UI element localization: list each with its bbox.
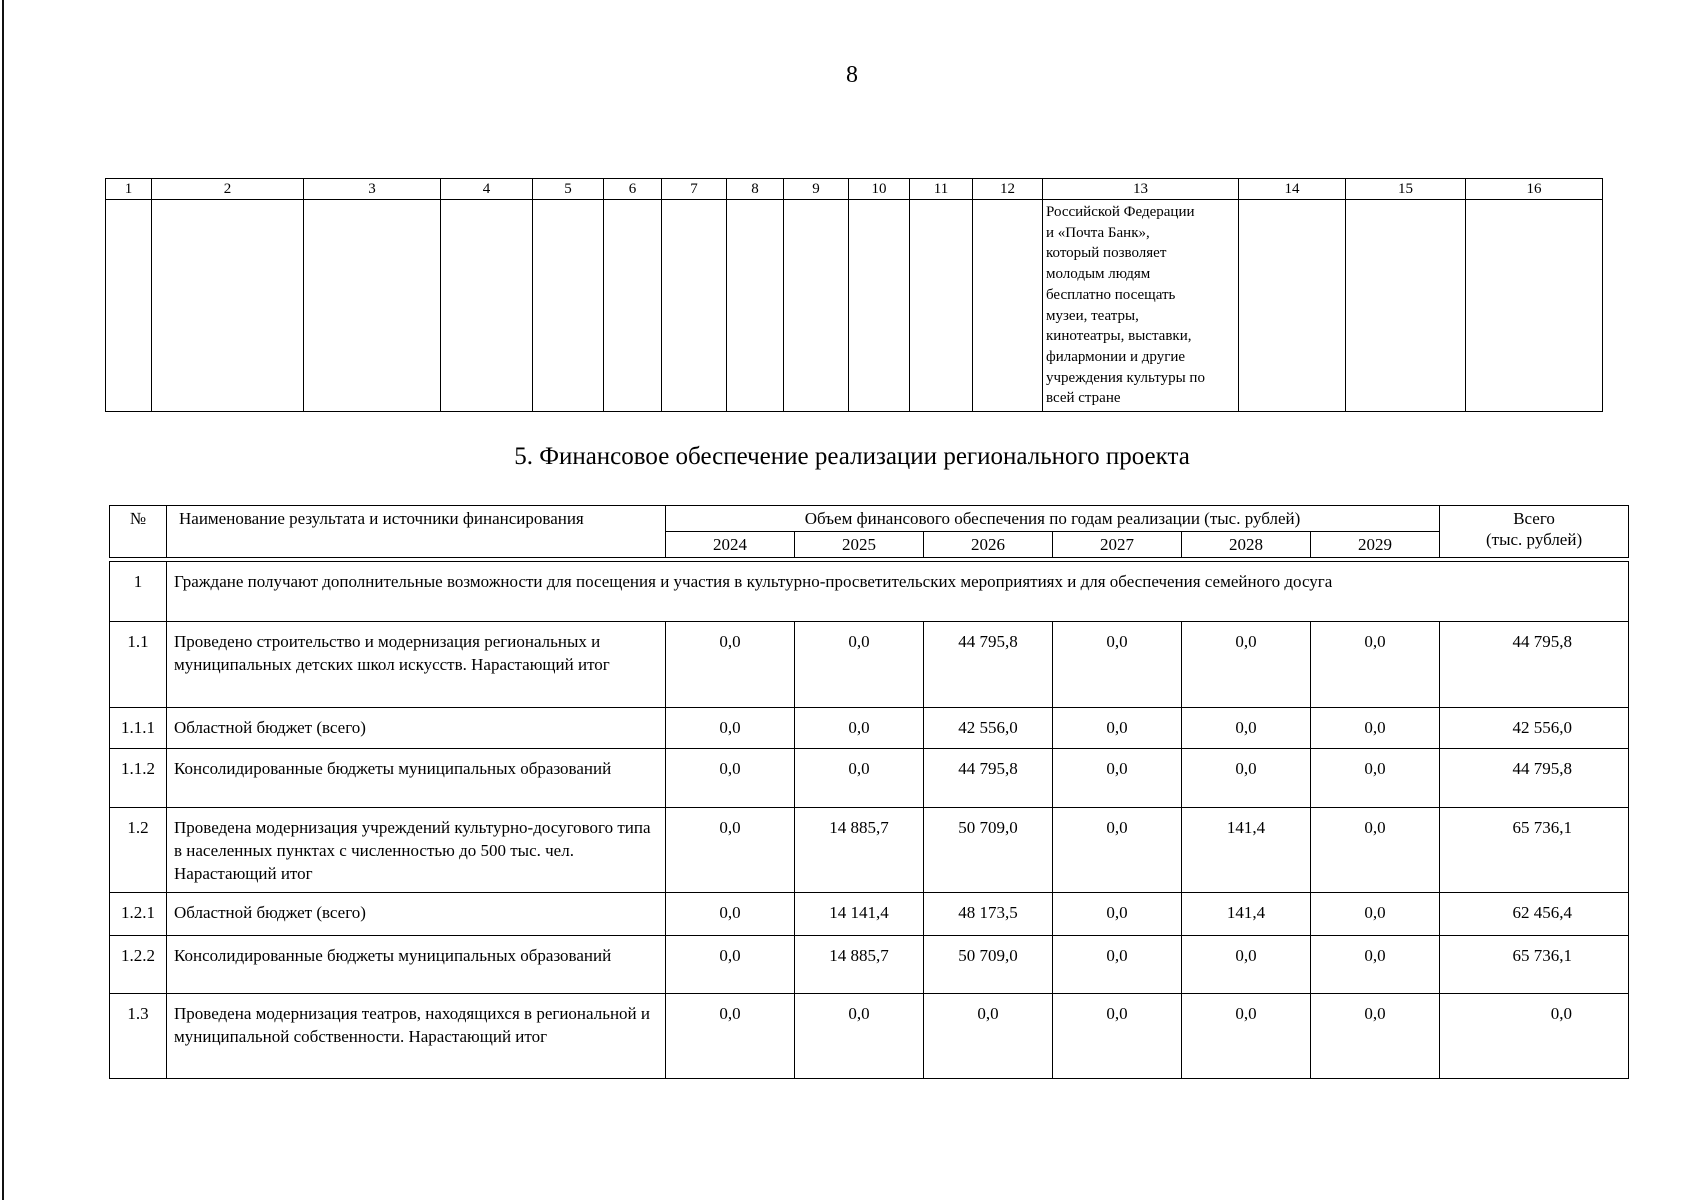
value-total: 42 556,0	[1440, 708, 1629, 749]
value-2024: 0,0	[666, 808, 795, 893]
value-2028: 0,0	[1182, 749, 1311, 808]
row-name: Областной бюджет (всего)	[167, 893, 666, 936]
value-2026: 48 173,5	[924, 893, 1053, 936]
table-row	[110, 893, 1629, 936]
page-left-border	[2, 0, 4, 1200]
section-title: 5. Финансовое обеспечение реализации регионального проекта	[514, 443, 1190, 470]
value-2027: 0,0	[1053, 994, 1182, 1079]
table-cell	[910, 200, 973, 412]
text-line: бесплатно посещать	[1046, 286, 1176, 303]
group-num: 1	[110, 562, 167, 622]
value-2029: 0,0	[1311, 893, 1440, 936]
text-line: молодым людям	[1046, 266, 1151, 283]
header-year: 2024	[666, 532, 795, 558]
page-number: 8	[846, 62, 858, 88]
value-2028: 0,0	[1182, 708, 1311, 749]
header-year: 2028	[1182, 532, 1311, 558]
table-cell	[1239, 200, 1346, 412]
value-2027: 0,0	[1053, 936, 1182, 994]
value-2029: 0,0	[1311, 749, 1440, 808]
value-2028: 141,4	[1182, 893, 1311, 936]
value-total: 44 795,8	[1440, 622, 1629, 708]
text-line: который позволяет	[1046, 245, 1167, 262]
row-num: 1.1.1	[110, 708, 167, 749]
finance-table	[109, 505, 1629, 1079]
value-total: 65 736,1	[1440, 936, 1629, 994]
col-header: 1	[106, 179, 152, 200]
header-total-line2: (тыс. рублей)	[1485, 530, 1583, 549]
text-line: и «Почта Банк»,	[1046, 224, 1150, 241]
row-name: Проведена модернизация театров, находящихся в региональной и муниципальной собственности. Нарастающий итог	[167, 994, 666, 1079]
row-name: Областной бюджет (всего)	[167, 708, 666, 749]
table-cell	[1466, 200, 1603, 412]
value-2026: 50 709,0	[924, 808, 1053, 893]
continuation-body-row	[106, 200, 1603, 412]
col-header: 12	[973, 179, 1043, 200]
row-name: Консолидированные бюджеты муниципальных образований	[167, 749, 666, 808]
text-line: музеи, театры,	[1046, 307, 1139, 324]
value-2027: 0,0	[1053, 708, 1182, 749]
table-cell	[152, 200, 304, 412]
table-cell	[533, 200, 604, 412]
value-total: 44 795,8	[1440, 749, 1629, 808]
col-header: 6	[604, 179, 662, 200]
row-name: Проведена модернизация учреждений культурно-досугового типа в населенных пунктах с численностью до 500 тыс. чел. Нарастающий итог	[167, 808, 666, 893]
table-row	[110, 708, 1629, 749]
table-row	[110, 994, 1629, 1079]
col-header: 4	[441, 179, 533, 200]
value-2025: 14 141,4	[795, 893, 924, 936]
col-header: 3	[304, 179, 441, 200]
header-volume: Объем финансового обеспечения по годам реализации (тыс. рублей)	[666, 506, 1440, 532]
col-header: 14	[1239, 179, 1346, 200]
value-2024: 0,0	[666, 994, 795, 1079]
value-2027: 0,0	[1053, 622, 1182, 708]
value-2027: 0,0	[1053, 808, 1182, 893]
table-row	[110, 936, 1629, 994]
value-2025: 0,0	[795, 994, 924, 1079]
text-line: филармонии и другие	[1046, 348, 1186, 365]
table-cell	[784, 200, 849, 412]
row-name: Консолидированные бюджеты муниципальных образований	[167, 936, 666, 994]
text-line: всей стране	[1046, 390, 1121, 407]
value-2024: 0,0	[666, 622, 795, 708]
value-2029: 0,0	[1311, 808, 1440, 893]
value-2024: 0,0	[666, 708, 795, 749]
col-header: 13	[1043, 179, 1239, 200]
row-num: 1.2	[110, 808, 167, 893]
table-cell	[727, 200, 784, 412]
col-header: 9	[784, 179, 849, 200]
value-2028: 0,0	[1182, 994, 1311, 1079]
col-header: 5	[533, 179, 604, 200]
col-header: 7	[662, 179, 727, 200]
header-year: 2029	[1311, 532, 1440, 558]
col-header: 16	[1466, 179, 1603, 200]
value-total: 0,0	[1440, 994, 1629, 1079]
value-2025: 0,0	[795, 749, 924, 808]
table-cell	[662, 200, 727, 412]
table-row	[110, 808, 1629, 893]
col-header: 10	[849, 179, 910, 200]
continuation-header-row	[106, 179, 1603, 200]
table-cell	[441, 200, 533, 412]
row-name: Проведено строительство и модернизация региональных и муниципальных детских школ искусств. Нарастающий итог	[167, 622, 666, 708]
value-2027: 0,0	[1053, 893, 1182, 936]
text-line: Российской Федерации	[1046, 204, 1195, 220]
col-header: 15	[1346, 179, 1466, 200]
table-cell	[106, 200, 152, 412]
value-2029: 0,0	[1311, 936, 1440, 994]
value-2026: 44 795,8	[924, 622, 1053, 708]
col-header: 2	[152, 179, 304, 200]
value-2026: 44 795,8	[924, 749, 1053, 808]
header-num: №	[110, 506, 167, 558]
col-header: 8	[727, 179, 784, 200]
col13-text-cell	[1043, 200, 1239, 412]
text-line: кинотеатры, выставки,	[1046, 328, 1192, 345]
table-row	[110, 622, 1629, 708]
finance-header-row	[110, 506, 1629, 532]
value-2024: 0,0	[666, 936, 795, 994]
value-total: 65 736,1	[1440, 808, 1629, 893]
value-2024: 0,0	[666, 749, 795, 808]
header-year: 2027	[1053, 532, 1182, 558]
value-2025: 0,0	[795, 708, 924, 749]
table-cell	[304, 200, 441, 412]
value-2025: 14 885,7	[795, 936, 924, 994]
value-2026: 0,0	[924, 994, 1053, 1079]
value-2025: 14 885,7	[795, 808, 924, 893]
value-2025: 0,0	[795, 622, 924, 708]
header-year: 2025	[795, 532, 924, 558]
value-2029: 0,0	[1311, 622, 1440, 708]
continuation-table	[105, 178, 1603, 412]
value-2028: 141,4	[1182, 808, 1311, 893]
text-line: учреждения культуры по	[1046, 369, 1205, 386]
table-cell	[849, 200, 910, 412]
header-total	[1440, 506, 1629, 558]
row-num: 1.1	[110, 622, 167, 708]
row-num: 1.1.2	[110, 749, 167, 808]
value-2029: 0,0	[1311, 708, 1440, 749]
value-2029: 0,0	[1311, 994, 1440, 1079]
table-row	[110, 749, 1629, 808]
table-cell	[604, 200, 662, 412]
header-year: 2026	[924, 532, 1053, 558]
value-2028: 0,0	[1182, 622, 1311, 708]
header-name: Наименование результата и источники финансирования	[167, 506, 666, 558]
col-header: 11	[910, 179, 973, 200]
value-2027: 0,0	[1053, 749, 1182, 808]
value-2024: 0,0	[666, 893, 795, 936]
group-title: Граждане получают дополнительные возможности для посещения и участия в культурно-просветительских мероприятиях и для обеспечения семейного досуга	[167, 562, 1629, 622]
value-2028: 0,0	[1182, 936, 1311, 994]
row-num: 1.2.2	[110, 936, 167, 994]
table-cell	[973, 200, 1043, 412]
value-2026: 42 556,0	[924, 708, 1053, 749]
value-2026: 50 709,0	[924, 936, 1053, 994]
group-row	[110, 562, 1629, 622]
row-num: 1.2.1	[110, 893, 167, 936]
value-total: 62 456,4	[1440, 893, 1629, 936]
table-cell	[1346, 200, 1466, 412]
header-total-line1: Всего	[1513, 509, 1555, 528]
row-num: 1.3	[110, 994, 167, 1079]
